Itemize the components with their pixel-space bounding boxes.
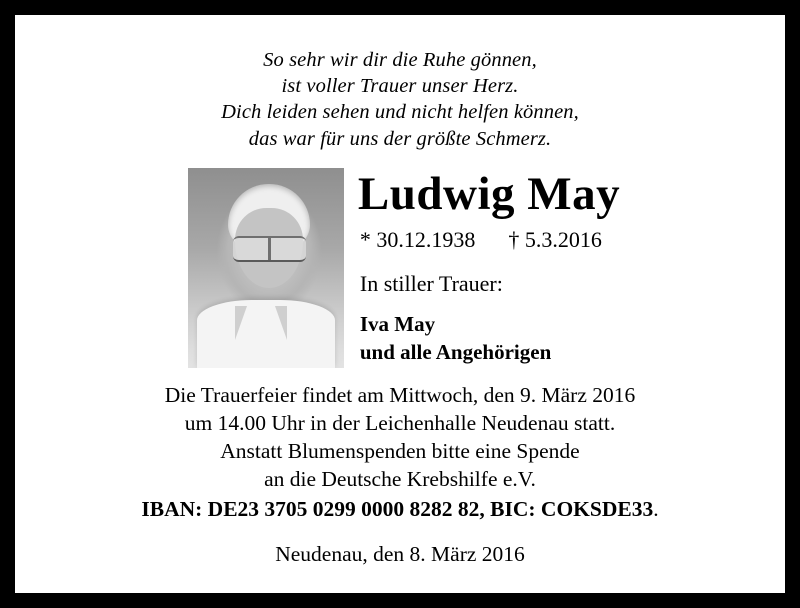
mourner-list <box>360 311 620 366</box>
deceased-details <box>358 168 620 367</box>
service-line-2: um 14.00 Uhr in der Leichenhalle Neudenau statt. <box>184 410 616 435</box>
mourner-primary: Iva May <box>359 312 436 337</box>
service-line-3: Anstatt Blumenspenden bitte eine Spende <box>220 438 580 463</box>
mourner-relatives: und alle Angehörigen <box>359 340 552 364</box>
portrait-collar-right <box>275 306 287 340</box>
deceased-name: Ludwig May <box>357 167 621 220</box>
birth-date: * 30.12.1938 <box>359 227 476 253</box>
memorial-verse <box>221 47 579 152</box>
portrait-shirt <box>197 300 334 368</box>
place-and-date: Neudenau, den 8. März 2016 <box>275 541 525 566</box>
verse-line-1: So sehr wir dir die Ruhe gönnen, <box>263 49 537 71</box>
portrait-glasses <box>233 236 306 262</box>
service-line-1: Die Trauerfeier findet am Mittwoch, den 9. März 2016 <box>164 382 636 407</box>
mourning-label: In stiller Trauer: <box>359 271 503 297</box>
verse-line-2: ist voller Trauer unser Herz. <box>281 75 519 98</box>
bank-line-period: . <box>653 496 659 521</box>
verse-line-4: das war für uns der größte Schmerz. <box>248 127 552 150</box>
portrait-and-details <box>39 168 761 368</box>
verse-line-3: Dich leiden sehen und nicht helfen können, <box>221 101 579 124</box>
life-dates <box>360 227 620 253</box>
donation-bank-details <box>141 497 658 522</box>
service-information <box>165 382 636 494</box>
portrait-collar-left <box>235 306 247 340</box>
iban-bic: IBAN: DE23 3705 0299 0000 8282 82, BIC: COKSDE33 <box>141 496 654 521</box>
service-line-4: an die Deutsche Krebshilfe e.V. <box>264 466 536 491</box>
portrait-photo <box>188 168 344 368</box>
death-date: † 5.3.2016 <box>508 227 602 253</box>
notice-frame <box>12 12 788 596</box>
